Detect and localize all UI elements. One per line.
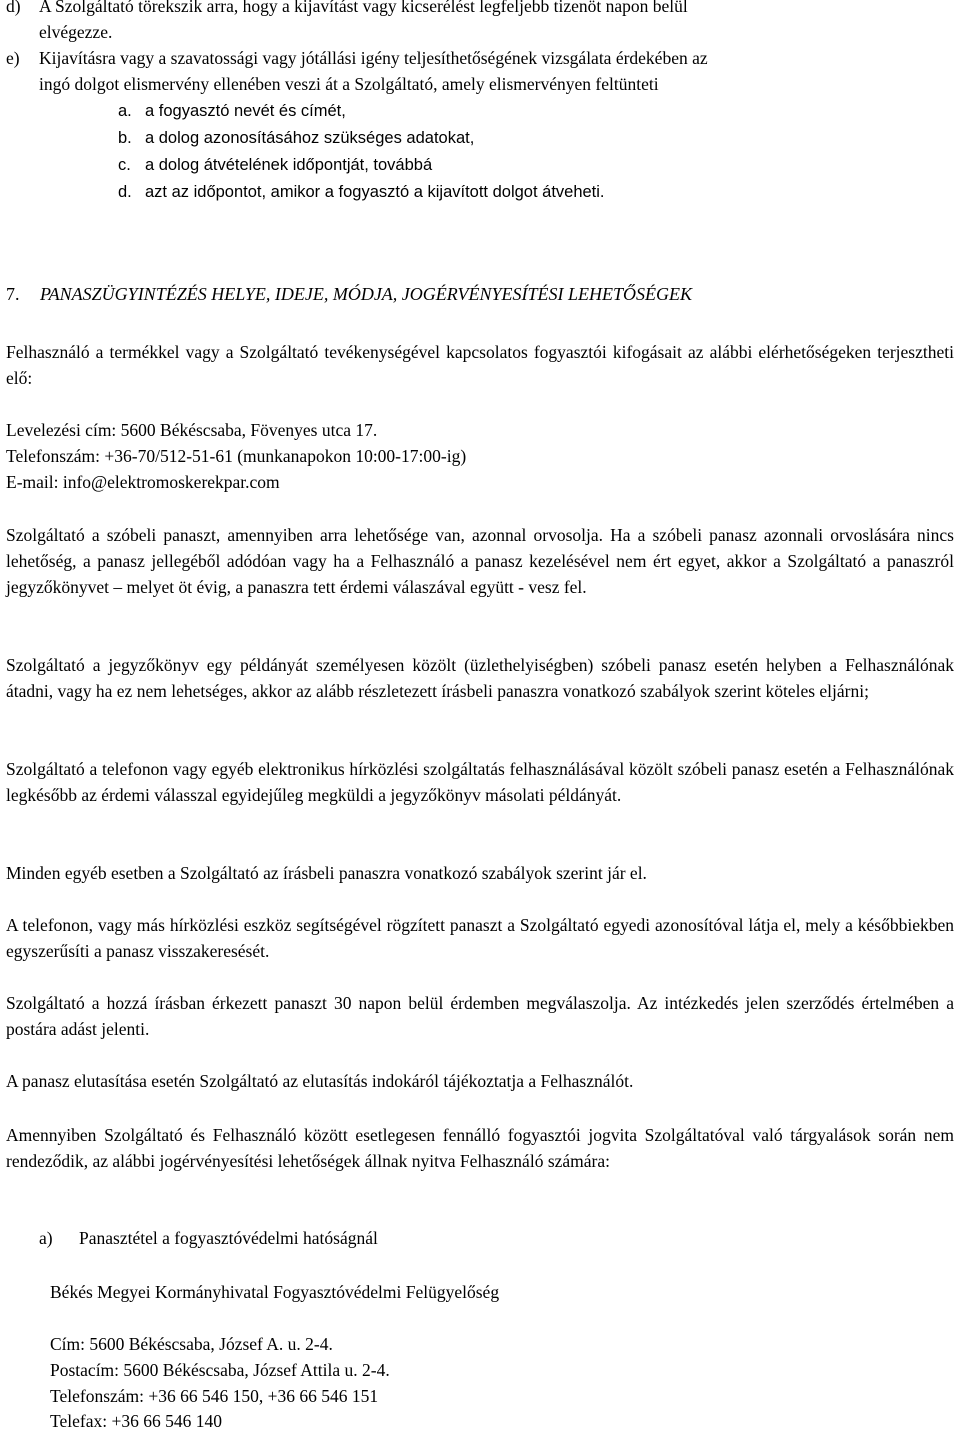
sub-list-item bbox=[118, 153, 432, 177]
authority-phone: Telefonszám: +36 66 546 150, +36 66 546 151 bbox=[50, 1386, 379, 1406]
sub-list-item bbox=[118, 99, 346, 123]
authority-name: Békés Megyei Kormányhivatal Fogyasztóvédelmi Felügyelőség bbox=[50, 1282, 500, 1302]
sub-list-marker: b. bbox=[118, 129, 132, 147]
section-number: 7. bbox=[6, 284, 20, 304]
sub-list-marker: d. bbox=[118, 183, 132, 201]
sub-list-marker: a. bbox=[118, 102, 132, 120]
paragraph-rejection: A panasz elutasítása esetén Szolgáltató az elutasítás indokáról tájékoztatja a Felhasználót. bbox=[6, 1071, 634, 1091]
contact-email: E-mail: info@elektromoskerekpar.com bbox=[6, 472, 280, 492]
list-item-d bbox=[6, 0, 688, 18]
option-marker: a) bbox=[39, 1228, 53, 1248]
sub-list-item bbox=[118, 180, 605, 204]
paragraph-identifier: A telefonon, vagy más hírközlési eszköz segítségével rögzített panaszt a Szolgáltató egyedi azonosítóval látja el, mely a későbbiekben egyszerűsíti a panasz visszakeresését. bbox=[6, 915, 954, 961]
sub-list-text: a dolog átvételének időpontját, továbbá bbox=[145, 156, 433, 174]
paragraph-protocol: Szolgáltató a jegyzőkönyv egy példányát személyesen közölt (üzlethelyiségben) szóbeli panasz esetén helyben a Felhasználónak átadni, vagy ha ez nem lehetséges, akkor az alább részletezett írásbeli panaszra vonatkozó szabályok szerint köteles eljárni; bbox=[6, 655, 954, 701]
sub-list-text: a fogyasztó nevét és címét, bbox=[145, 102, 346, 120]
paragraph-other-cases: Minden egyéb esetben a Szolgáltató az írásbeli panaszra vonatkozó szabályok szerint jár el. bbox=[6, 863, 647, 883]
option-text: Panasztétel a fogyasztóvédelmi hatóságnál bbox=[79, 1228, 378, 1248]
list-item-continuation: ingó dolgot elismervény ellenében veszi át a Szolgáltató, amely elismervényen feltünteti bbox=[39, 74, 659, 94]
sub-list-item bbox=[118, 126, 474, 150]
paragraph-dispute: Amennyiben Szolgáltató és Felhasználó között esetlegesen fennálló fogyasztói jogvita Szolgáltatóval való tárgyalások során nem rendeződik, az alábbi jogérvényesítési lehetőségek állnak nyitva Felhasználó számára: bbox=[6, 1125, 954, 1171]
sub-list-marker: c. bbox=[118, 156, 131, 174]
paragraph-phone-complaint: Szolgáltató a telefonon vagy egyéb elektronikus hírközlési szolgáltatás felhasználásával közölt szóbeli panasz esetén a Felhasználónak legkésőbb az érdemi válasszal egyidejűleg megküldi a jegyzőkönyv másolati példányát. bbox=[6, 759, 954, 805]
option-a bbox=[39, 1226, 378, 1250]
authority-address: Cím: 5600 Békéscsaba, József A. u. 2-4. bbox=[50, 1334, 333, 1354]
paragraph-written-response: Szolgáltató a hozzá írásban érkezett panaszt 30 napon belül érdemben megválaszolja. Az intézkedés jelen szerződés értelmében a postára adást jelenti. bbox=[6, 993, 954, 1039]
list-item-continuation: elvégezze. bbox=[39, 22, 113, 42]
list-item-e bbox=[6, 46, 708, 70]
authority-postal: Postacím: 5600 Békéscsaba, József Attila u. 2-4. bbox=[50, 1360, 390, 1380]
list-item-text: A Szolgáltató törekszik arra, hogy a kijavítást vagy kicserélést legfeljebb tizenöt napon belül bbox=[39, 0, 688, 16]
intro-paragraph: Felhasználó a termékkel vagy a Szolgáltató tevékenységével kapcsolatos fogyasztói kifogásait az alábbi elérhetőségeken terjesztheti elő: bbox=[6, 342, 954, 388]
contact-address: Levelezési cím: 5600 Békéscsaba, Fövenyes utca 17. bbox=[6, 420, 378, 440]
section-heading bbox=[6, 282, 692, 306]
list-marker: d) bbox=[6, 0, 21, 16]
contact-phone: Telefonszám: +36-70/512-51-61 (munkanapokon 10:00-17:00-ig) bbox=[6, 446, 467, 466]
paragraph-oral-complaint: Szolgáltató a szóbeli panaszt, amennyiben arra lehetősége van, azonnal orvosolja. Ha a szóbeli panasz azonnali orvoslására nincs lehetőség, a panasz jellegéből adódóan vagy ha a Felhasználó a panasz kezelésével nem ért egyet, akkor a Szolgáltató a panaszról jegyzőkönyvet – melyet öt évig, a panaszra tett érdemi válaszával együtt - vesz fel. bbox=[6, 525, 954, 597]
sub-list-text: azt az időpontot, amikor a fogyasztó a kijavított dolgot átveheti. bbox=[145, 183, 605, 201]
authority-fax: Telefax: +36 66 546 140 bbox=[50, 1411, 222, 1431]
list-item-text: Kijavításra vagy a szavatossági vagy jótállási igény teljesíthetőségének vizsgálata érdekében az bbox=[39, 48, 708, 68]
list-marker: e) bbox=[6, 48, 20, 68]
section-title: PANASZÜGYINTÉZÉS HELYE, IDEJE, MÓDJA, JOGÉRVÉNYESÍTÉSI LEHETŐSÉGEK bbox=[40, 284, 692, 304]
sub-list-text: a dolog azonosításához szükséges adatokat, bbox=[145, 129, 475, 147]
